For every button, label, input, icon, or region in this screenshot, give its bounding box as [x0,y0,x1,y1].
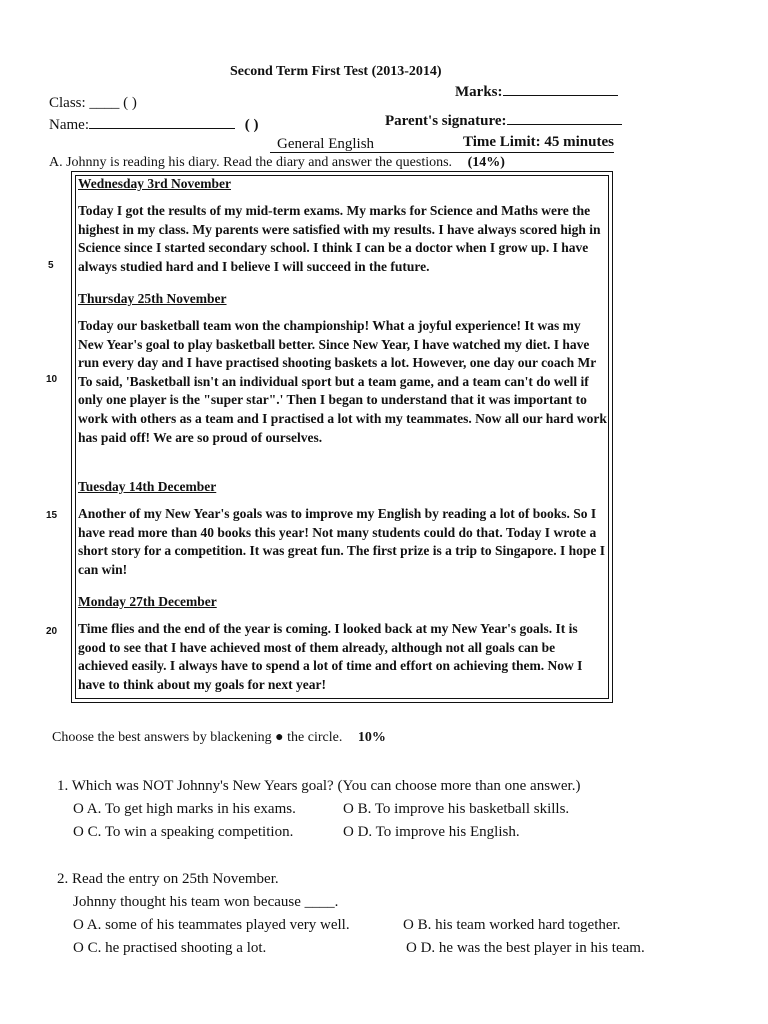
line-number: 5 [48,260,54,271]
option-c[interactable]: O C. To win a speaking competition. [73,824,294,840]
diary-entry [78,291,608,447]
question-1 [57,775,580,844]
choose-text: Choose the best answers by blackening ● the circle. [52,730,343,745]
entry-body: Time flies and the end of the year is coming. I looked back at my New Year's goals. It is good to see that I have achieved most of them already, although not all goals can be achieved easily. I always have to spend a lot of time and effort on achieving them. Now I have to think about my goals for next year! [78,621,583,692]
option-b[interactable]: O B. To improve his basketball skills. [343,801,570,817]
time-limit: Time Limit: 45 minutes [463,134,614,150]
diary-entry [78,479,608,579]
section-a-text: A. Johnny is reading his diary. Read the diary and answer the questions. [49,155,453,170]
question-stem-2: Johnny thought his team won because ____. [73,894,339,910]
option-a[interactable]: O A. some of his teammates played very well. [73,917,350,933]
marks-label: Marks: [455,84,503,100]
name-label: Name: [49,117,89,133]
name-blank [89,128,235,129]
entry-body: Another of my New Year's goals was to improve my English by reading a lot of books. So I have read more than 40 books this year! Not many students could do that. Today I wrote a short story for a competition. It was great fun. The first prize is a trip to Singapore. I hope I can win! [78,506,605,577]
entry-date: Wednesday 3rd November [78,176,231,191]
test-title: Second Term First Test (2013-2014) [230,64,442,79]
signature-blank [507,124,622,125]
marks-blank [503,95,618,96]
question-stem: 2. Read the entry on 25th November. [57,871,279,887]
option-a[interactable]: O A. To get high marks in his exams. [73,801,296,817]
name-paren: ( ) [244,117,259,133]
entry-date: Monday 27th December [78,594,217,609]
subject: General English [277,136,375,152]
line-number: 15 [46,510,58,521]
line-number: 10 [46,374,58,385]
option-c[interactable]: O C. he practised shooting a lot. [73,940,267,956]
question-2 [57,868,645,960]
choose-instruction [52,730,386,746]
signature-label: Parent's signature: [385,113,507,129]
entry-body: Today I got the results of my mid-term exams. My marks for Science and Maths were the highest in my class. My parents were satisfied with my results. I have always scored high in Science since I started secondary school. I think I can be a doctor when I grow up. I have always studied hard and I believe I will succeed in the future. [78,203,601,274]
marks-field [455,84,618,101]
option-d[interactable]: O D. he was the best player in his team. [406,940,645,956]
class-field: Class: ____ ( ) [49,95,137,111]
name-field [49,117,258,134]
entry-date: Tuesday 14th December [78,479,217,494]
entry-body: Today our basketball team won the championship! What a joyful experience! It was my New Year's goal to play basketball better. Since New Year, I have watched my diet. I have run every day and I have practised shooting baskets a lot. However, one day our coach Mr To said, 'Basketball isn't an individual sport but a team game, and a team can't do well if only one player is the "super star".' Then I began to understand that it was important to work with others as a team and I practised a lot with my teammates. Now all our hard work has paid off! We are so proud of ourselves. [78,318,607,445]
section-a-instruction [49,155,505,171]
section-a-marks: (14%) [467,155,505,170]
entry-date: Thursday 25th November [78,291,227,306]
header-rule [270,152,614,153]
line-number: 20 [46,626,58,637]
choose-marks: 10% [357,730,386,745]
question-stem: 1. Which was NOT Johnny's New Years goal? (You can choose more than one answer.) [57,778,581,794]
signature-field [385,113,622,130]
option-d[interactable]: O D. To improve his English. [343,824,520,840]
option-b[interactable]: O B. his team worked hard together. [403,917,621,933]
diary-entry [78,594,608,694]
diary-entry [78,176,608,276]
